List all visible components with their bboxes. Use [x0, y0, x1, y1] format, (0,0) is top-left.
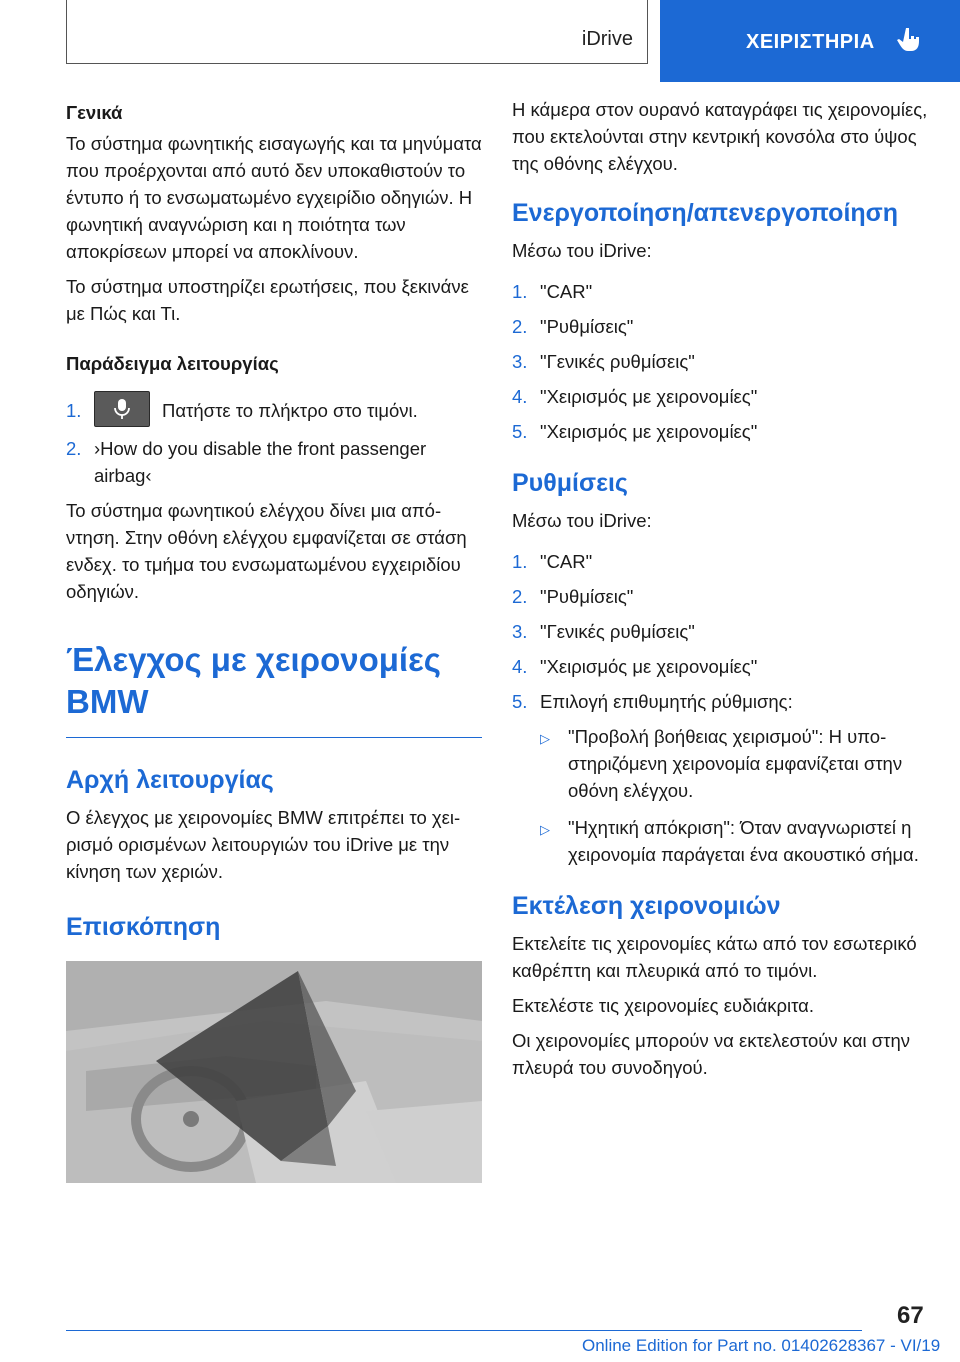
example-heading: Παράδειγμα λειτουργίας: [66, 353, 279, 374]
activation-heading: Ενεργοποίηση/απενεργοποίηση: [512, 199, 899, 227]
step-number: 2.: [66, 438, 82, 460]
option-text: "Προβολή βοήθειας χειρισμού": Η υποστηριζόμενη χειρονομία εμφανίζεται στην οθόνη ελέγχου.: [568, 726, 903, 801]
title-divider: [66, 737, 482, 738]
execute-paragraph-3: Οι χειρονομίες μπορούν να εκτελεστούν και στην πλευρά του συνοδηγού.: [512, 1030, 911, 1078]
activation-step: [512, 348, 932, 375]
interior-gesture-illustration: [66, 961, 482, 1183]
gesture-control-title: Έλεγχος με χειρονομίες BMW: [66, 641, 441, 721]
step-number: 4.: [512, 656, 528, 677]
activation-step: [512, 313, 932, 340]
triangle-bullet-icon: ▷: [540, 822, 550, 837]
principle-text: Ο έλεγχος με χειρονομίες BMW επιτρέπει το χειρισμό ορισμένων λειτουργιών του iDrive με την κίνηση των χεριών.: [66, 807, 461, 883]
step-text: "Χειρισμός με χειρονομίες": [540, 421, 758, 442]
step-text: "CAR": [540, 281, 593, 302]
general-paragraph-2: Το σύστημα υποστηρίζει ερωτήσεις, που ξεκινάνε με Πώς και Τι.: [66, 276, 469, 324]
step-number: 1.: [66, 400, 82, 421]
settings-step: [512, 548, 932, 575]
settings-step: [512, 653, 932, 680]
step-number: 4.: [512, 386, 528, 407]
step-text: "Γενικές ρυθμίσεις": [540, 621, 695, 642]
right-column: [512, 96, 932, 1089]
touch-hand-icon: [894, 24, 926, 56]
settings-heading: Ρυθμίσεις: [512, 469, 628, 497]
general-paragraph-1: Το σύστημα φωνητικής εισαγωγής και τα μηνύματα που προέρχονται από αυτό δεν υποκαθιστούν το έντυπο ή το ενσωματωμένο εγχειρίδιο οδηγιών. Η φωνητική αναγνώριση και η ποιότητα των αποκρίσεων μπορεί να αποκλίνουν.: [66, 133, 482, 262]
header-tab-label: ΧΕΙΡΙΣΤΗΡΙΑ: [746, 31, 875, 53]
camera-text: Η κάμερα στον ουρανό καταγράφει τις χειρονομίες, που εκτελούνται στην κεντρική κονσόλα στο ύψος της οθόνης ελέγχου.: [512, 99, 928, 174]
step-text: "Ρυθμίσεις": [540, 316, 634, 337]
page-number: 67: [897, 1302, 924, 1329]
step-number: 5.: [512, 691, 528, 712]
left-column: [66, 100, 482, 1183]
step-number: 1.: [512, 281, 528, 302]
step-number: 1.: [512, 551, 528, 572]
execute-paragraph-2: Εκτελέστε τις χειρονομίες ευδιάκριτα.: [512, 995, 814, 1016]
general-heading: Γενικά: [66, 102, 123, 123]
settings-step: [512, 688, 932, 715]
option-text: "Ηχητική απόκριση": Όταν αναγνωριστεί η χειρονομία παράγεται ένα ακουστικό σήμα.: [568, 817, 919, 865]
step-number: 2.: [512, 586, 528, 607]
example-result: Το σύστημα φωνητικού ελέγχου δίνει μια απόντηση. Στην οθόνη ελέγχου εμφανίζεται σε στάση ενδεχ. το τμήμα του ενσωματωμένου εγχειριδίου οδηγιών.: [66, 500, 467, 603]
triangle-bullet-icon: ▷: [540, 731, 550, 746]
settings-step: [512, 583, 932, 610]
execute-paragraph-1: Εκτελείτε τις χειρονομίες κάτω από τον εσωτερικό καθρέπτη και πλευρικά από το τιμόνι.: [512, 933, 917, 981]
settings-via: Μέσω του iDrive:: [512, 510, 652, 531]
settings-step: [512, 618, 932, 645]
activation-step: [512, 383, 932, 410]
header-section-title: iDrive: [581, 28, 633, 50]
activation-step: [512, 418, 932, 445]
example-step: [66, 435, 482, 489]
step-number: 3.: [512, 621, 528, 642]
step-text: "Γενικές ρυθμίσεις": [540, 351, 695, 372]
footer-edition: Online Edition for Part no. 01402628367 - VI/19: [582, 1336, 941, 1355]
step-text: Πατήστε το πλήκτρο στο τιμόνι.: [162, 400, 418, 421]
execute-heading: Εκτέλεση χειρονομιών: [512, 892, 781, 920]
step-number: 3.: [512, 351, 528, 372]
settings-option: [540, 814, 932, 868]
step-text: "Χειρισμός με χειρονομίες": [540, 386, 758, 407]
step-number: 2.: [512, 316, 528, 337]
header-section-box: [66, 0, 648, 64]
step-number: 5.: [512, 421, 528, 442]
car-interior-illustration: [66, 961, 482, 1183]
activation-via: Μέσω του iDrive:: [512, 240, 652, 261]
step-text: "Ρυθμίσεις": [540, 586, 634, 607]
overview-heading: Επισκόπηση: [66, 913, 221, 942]
step-text: Επιλογή επιθυμητής ρύθμισης:: [540, 691, 793, 712]
microphone-icon: [112, 398, 132, 420]
example-step: [66, 397, 482, 427]
step-text: "CAR": [540, 551, 593, 572]
header-chapter-tab[interactable]: [660, 0, 960, 82]
step-text: "Χειρισμός με χειρονομίες": [540, 656, 758, 677]
footer-divider: [66, 1330, 862, 1331]
steering-voice-button: [94, 391, 150, 427]
settings-option: [540, 723, 932, 804]
activation-step: [512, 278, 932, 305]
step-text: ›How do you disable the front passenger airbag‹: [94, 438, 427, 487]
principle-heading: Αρχή λειτουργίας: [66, 766, 274, 795]
